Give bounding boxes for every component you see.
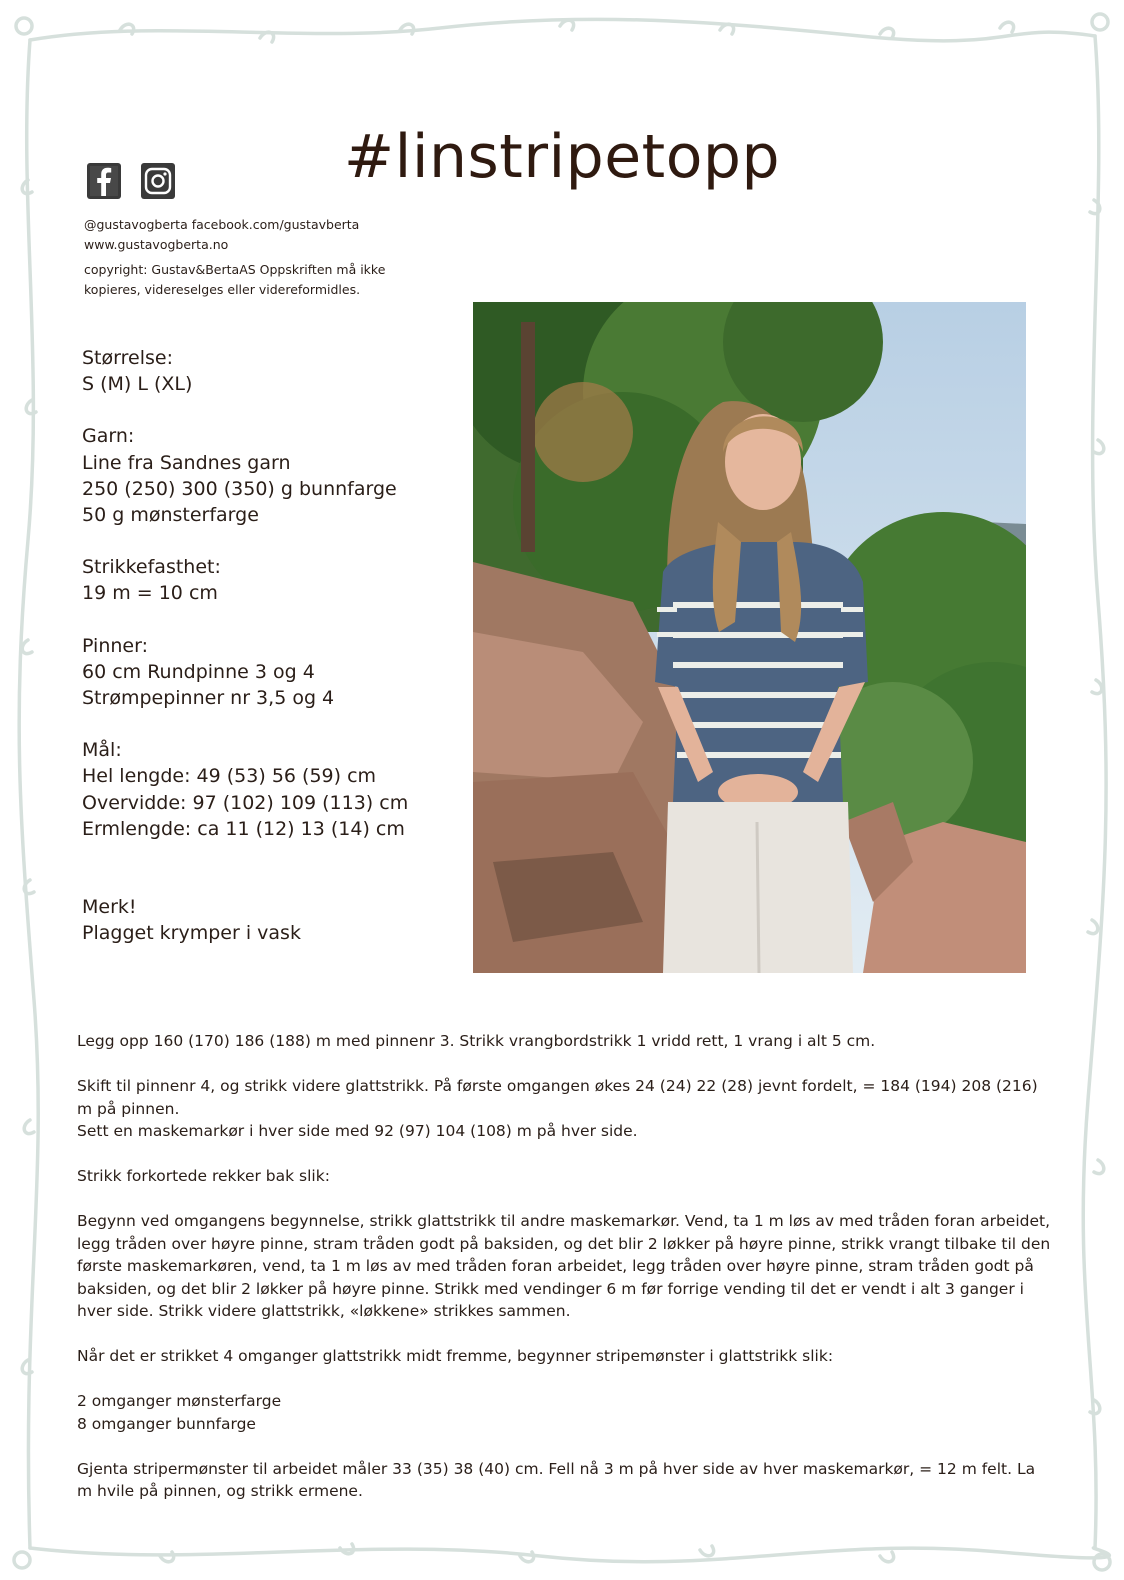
- page-title: #linstripetopp: [343, 122, 781, 193]
- spec-note: [82, 894, 452, 946]
- instagram-icon[interactable]: [140, 162, 176, 200]
- spec-label: Mål:: [82, 739, 122, 762]
- spec-label: Pinner:: [82, 634, 148, 657]
- spec-value: Overvidde: 97 (102) 109 (113) cm: [82, 791, 409, 814]
- instruction-paragraph: Gjenta stripermønster til arbeidet måler 33 (35) 38 (40) cm. Fell nå 3 m på hver side av hver maskemarkør, = 12 m felt. La m hvile på pinnen, og strikk ermene.: [77, 1459, 1036, 1500]
- spec-value: 60 cm Rundpinne 3 og 4: [82, 660, 315, 683]
- spec-value: 50 g mønsterfarge: [82, 504, 259, 527]
- website-link[interactable]: www.gustavogberta.no: [84, 236, 229, 252]
- copyright-notice: copyright: Gustav&BertaAS Oppskriften må ikke kopieres, videreselges eller videreformidles.: [84, 262, 386, 297]
- spec-value: 19 m = 10 cm: [82, 582, 218, 605]
- spec-size: [82, 345, 452, 397]
- instruction-paragraph: [77, 1390, 1052, 1435]
- spec-yarn: [82, 423, 452, 528]
- spec-gauge: [82, 554, 452, 606]
- instruction-paragraph: Strikk forkortede rekker bak slik:: [77, 1167, 330, 1185]
- spec-label: Størrelse:: [82, 347, 173, 369]
- instruction-line: Skift til pinnenr 4, og strikk videre glattstrikk. På første omgangen økes 24 (24) 22 (28) jevnt fordelt, = 184 (194) 208 (216) m på pinnen.: [77, 1077, 1038, 1118]
- credits: [84, 215, 424, 299]
- spec-measurements: [82, 737, 452, 842]
- instruction-line: Sett en maskemarkør i hver side med 92 (97) 104 (108) m på hver side.: [77, 1122, 638, 1140]
- spec-needles: [82, 633, 452, 712]
- social-links: [86, 162, 176, 200]
- spec-label: Merk!: [82, 896, 137, 919]
- instruction-line: 2 omganger mønsterfarge: [77, 1392, 282, 1410]
- spec-label: Strikkefasthet:: [82, 556, 221, 579]
- product-photo: [473, 302, 1026, 973]
- spec-value: 250 (250) 300 (350) g bunnfarge: [82, 477, 397, 500]
- instruction-paragraph: Når det er strikket 4 omganger glattstrikk midt fremme, begynner stripemønster i glattstrikk slik:: [77, 1347, 834, 1365]
- instruction-line: 8 omganger bunnfarge: [77, 1414, 256, 1433]
- spec-value: Ermlengde: ca 11 (12) 13 (14) cm: [82, 817, 405, 840]
- instruction-paragraph: Legg opp 160 (170) 186 (188) m med pinnenr 3. Strikk vrangbordstrikk 1 vridd rett, 1 vrang i alt 5 cm.: [77, 1032, 876, 1050]
- spec-value: Strømpepinner nr 3,5 og 4: [82, 687, 335, 710]
- instruction-paragraph: [77, 1075, 1052, 1143]
- spec-value: S (M) L (XL): [82, 373, 193, 396]
- social-handles: @gustavogberta facebook.com/gustavberta: [84, 217, 360, 232]
- photo-illustration: [473, 302, 1026, 973]
- instruction-paragraph: Begynn ved omgangens begynnelse, strikk glattstrikk til andre maskemarkør. Vend, ta 1 m løs av med tråden foran arbeidet, legg tråden over høyre pinne, stram tråden godt på baksiden, og det blir 2 løkker på høyre pinne, strikk vrangt tilbake til den første maskemarkøren, vend, ta 1 m løs av med tråden foran arbeidet, legg tråden over høyre pinne, stram tråden godt på baksiden, og det blir 2 løkker på høyre pinne. Strikk med vendinger 6 m før forrige vending til det er vendt i alt 3 ganger i hver side. Strikk videre glattstrikk, «løkkene» strikkes sammen.: [77, 1212, 1051, 1320]
- facebook-icon[interactable]: [86, 162, 122, 200]
- spec-value: Line fra Sandnes garn: [82, 451, 291, 474]
- pattern-specs: [82, 345, 452, 972]
- spec-label: Garn:: [82, 425, 135, 448]
- spec-value: Plagget krymper i vask: [82, 922, 301, 945]
- pattern-instructions: [77, 1030, 1052, 1525]
- spec-value: Hel lengde: 49 (53) 56 (59) cm: [82, 765, 377, 788]
